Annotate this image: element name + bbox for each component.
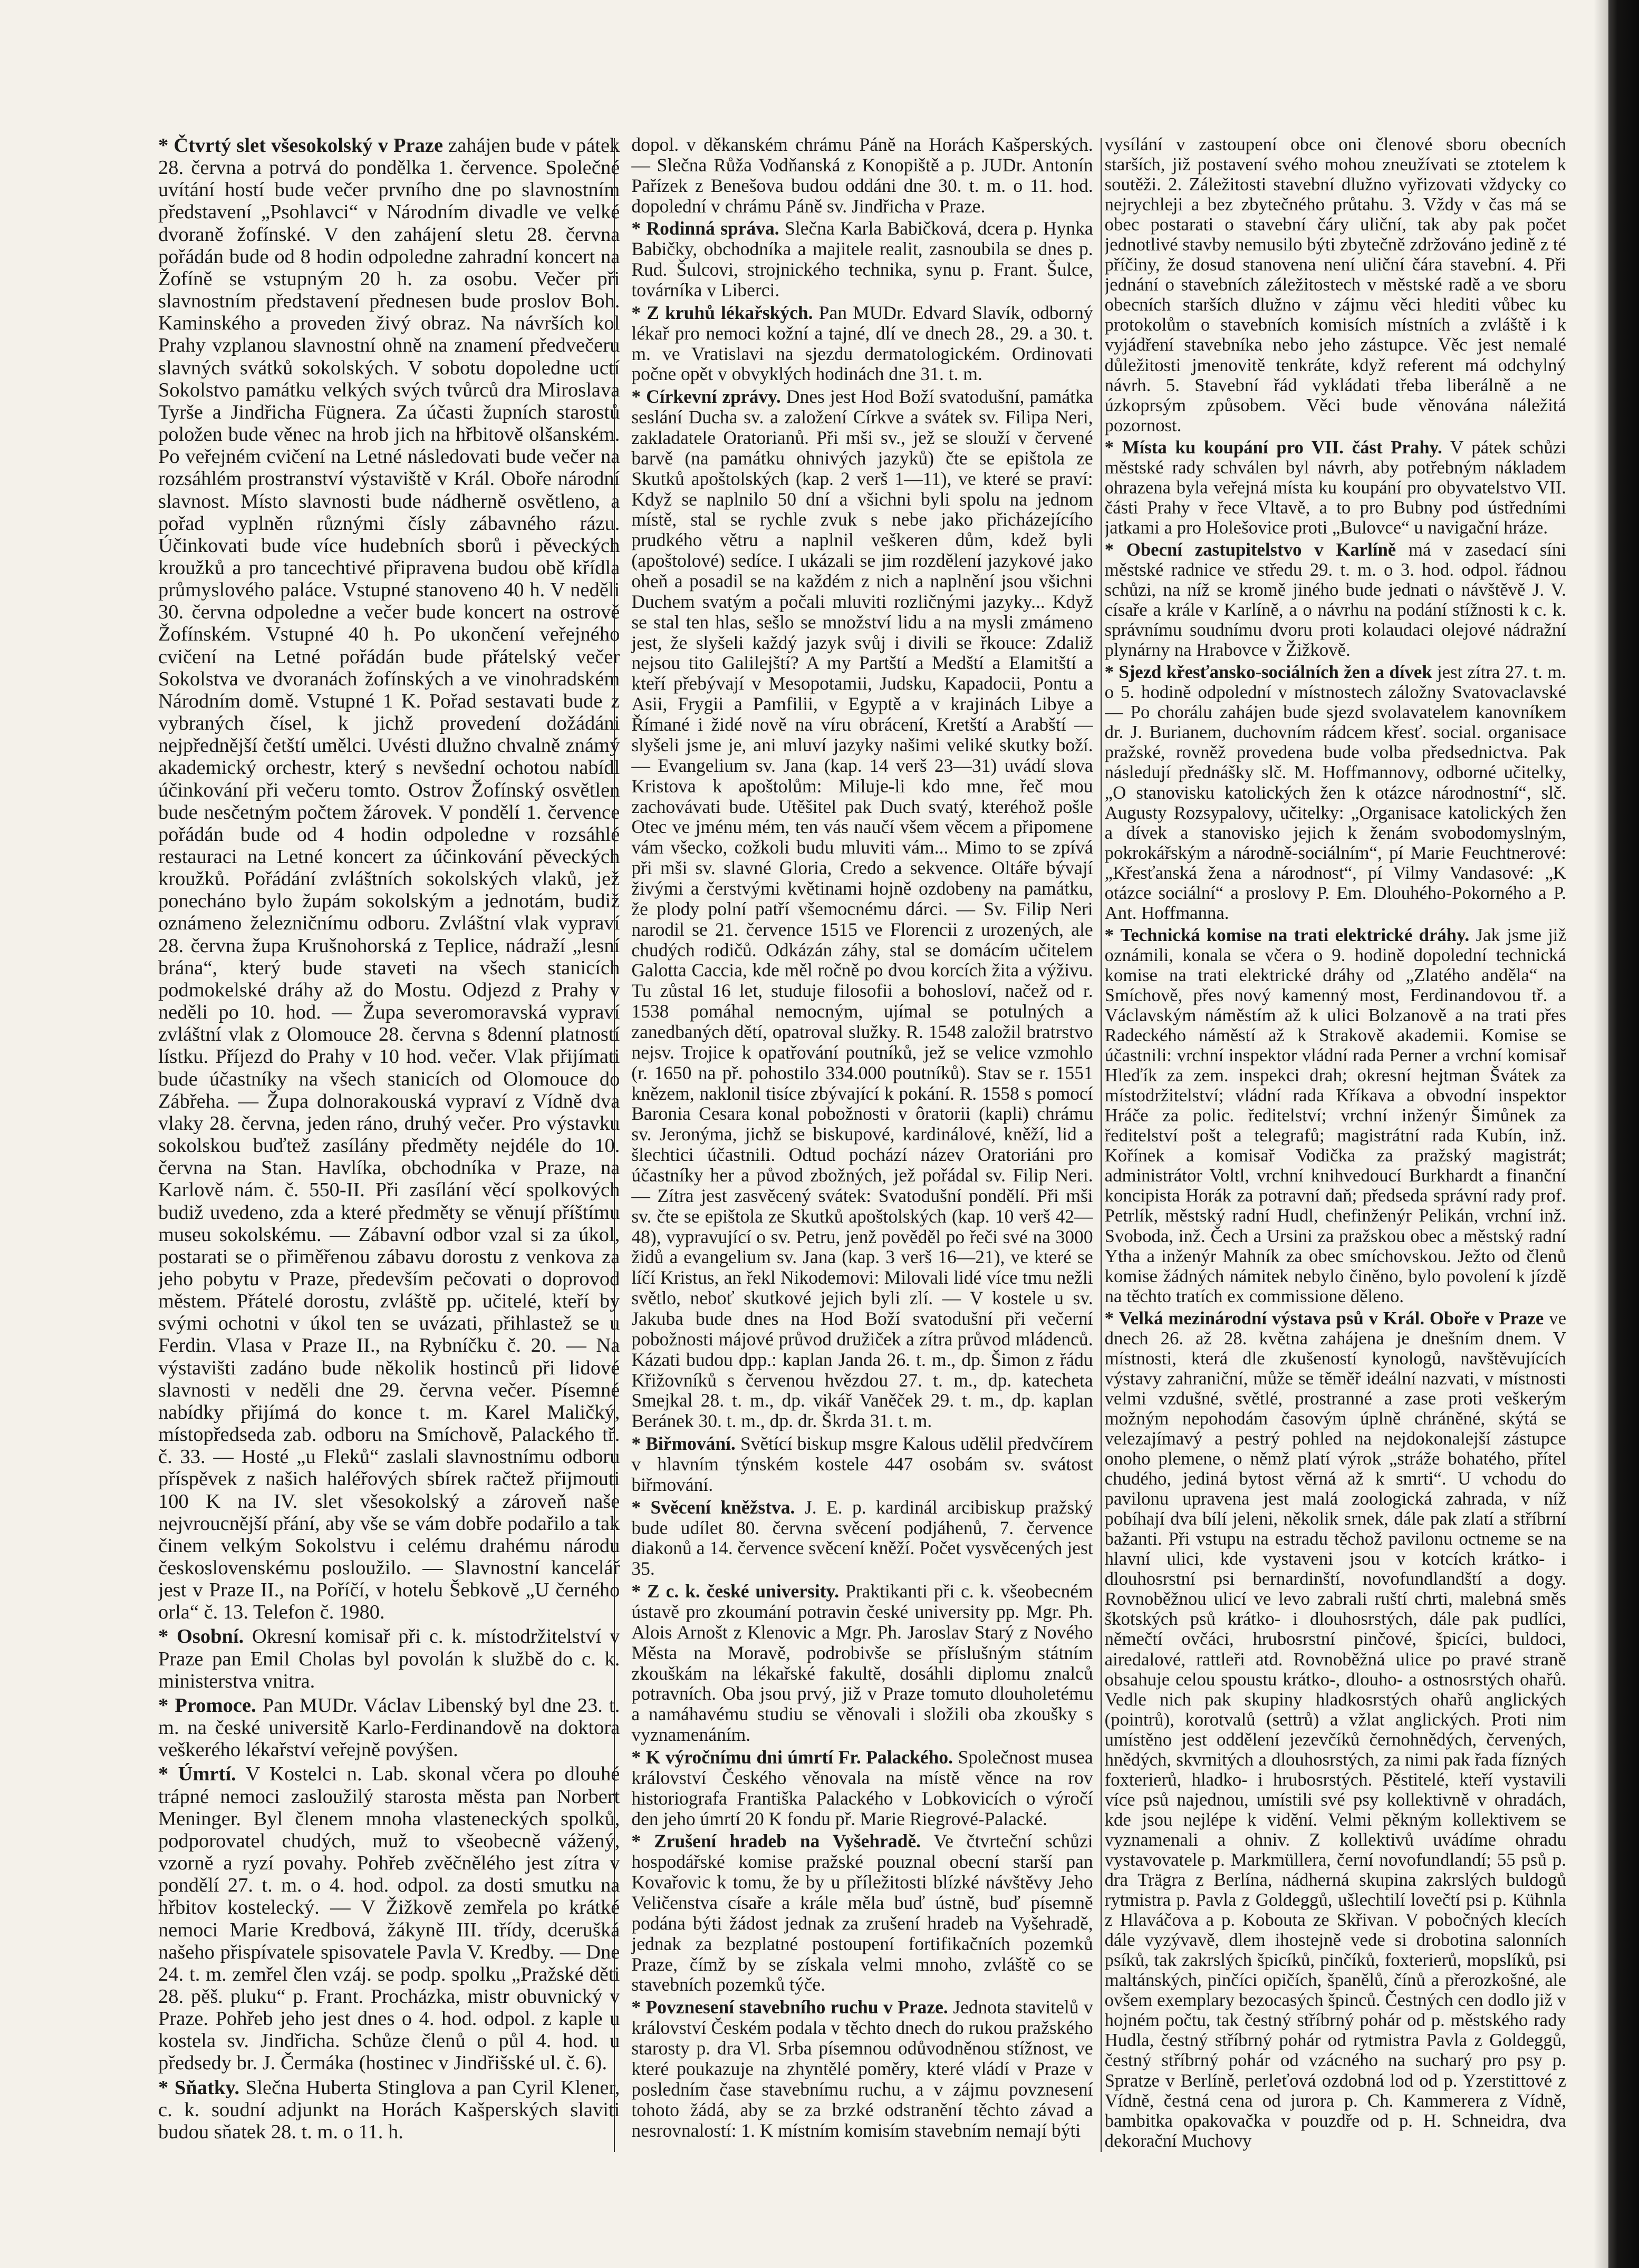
news-item [158,1763,620,2074]
item-headline: Povznesení stavebního ruchu v Praze. [645,1996,948,2018]
item-headline: Církevní zprávy. [646,386,781,408]
item-bullet: * [631,1830,641,1852]
item-bullet: * [1104,662,1114,683]
scan-frame [1608,0,1639,2268]
item-text: Společnost musea království Českého věnovala na místě věnce na rov historiografa Františka Palackého v Lobkovicích o výročí den jeho úmrtí 20 K fondu př. Marie Riegrové-Palacké. [631,1747,1093,1829]
item-text: Slečna Karla Babičková, dcera p. Hynka Babičky, obchodníka a majitele realit, zasnoubila se dnes p. Rud. Šulcovi, strojnického technika, synu p. Frant. Šulce, továrníka v Liberci. [631,218,1093,301]
news-item [158,2077,620,2143]
column-middle [631,134,1093,2154]
item-bullet: * [158,134,169,157]
news-item [158,1625,620,1692]
item-headline: Promoce. [175,1694,256,1717]
item-bullet: * [631,386,641,408]
item-text: Ve čtvrteční schůzi hospodářské komise pražské pouznal obecní starší pan Kovařovic k tomu, že by u příležitosti blízké návštěvy Jeho Veličenstva císaře a krále měla buď ústně, buď písemně podána býti žádost jednak za zrušení hradeb na Vyšehradě, jednak za bezplatné postoupení fortifikačních pozemků Praze, čímž by se získala velmi mnoho, zvláště co se stavebních pozemků týče. [631,1830,1093,1995]
item-text: Slečna Huberta Stinglova a pan Cyril Klener, c. k. soudní adjunkt na Horách Kašperských slaviti budou sňatek 28. t. m. o 11. h. [158,2076,620,2143]
item-headline: Technická komise na trati elektrické dráhy. [1120,924,1470,945]
news-item [158,134,620,1623]
item-text: V Kostelci n. Lab. skonal včera po dlouhé trápné nemoci zasloužilý starosta města pan Norbert Meninger. Byl členem mnoha vlasteneckých spolků, podporovatel chudých, muž to všeobecně vážený, vzorně a ryzí povahy. Pohřeb zvěčnělého jest zítra v pondělí 27. t. m. o 4. hod. odpol. za dosti smutku na hřbitov kostelecký. — V Žižkově zemřela po krátké nemoci Marie Kredbová, žákyně III. třídy, dcerušká našeho přispívatele spisovatele Pavla V. Kredby. — Dne 24. t. m. zemřel člen vzáj. se podp. spolku „Pražské děti 28. pěš. pluku“ p. Frant. Procházka, mistr obuvnický v Praze. Pohřeb jeho jest dnes o 4. hod. odpol. z kaple u kostela sv. Jindřicha. Schůze členů o půl 4. hod. u předsedy br. J. Čermáka (hostinec v Jindřišské ul. č. 6). [158,1763,620,2075]
item-text: Světící biskup msgre Kalous udělil předvčírem v hlavním týnském kostele 447 osobám sv. svátost biřmování. [631,1433,1093,1495]
item-bullet: * [1104,437,1114,458]
item-bullet: * [631,1496,641,1518]
item-headline: Osobní. [176,1625,244,1648]
news-item [1105,662,1566,923]
item-headline: Sňatky. [175,2076,240,2099]
item-text: Dnes jest Hod Boží svatodušní, památka seslání Ducha sv. a založení Církve a svátek sv. Filipa Neri, zakladatele Oratorianů. Při mši sv., jež se slouží v červené barvě (na památku ohnivých jazyků) čte se epištola ze Skutků apoštolských (kap. 2 verš 1—11), ve které se praví: Když se naplnilo 50 dní a všichni byli spolu na jednom místě, stal se rychle zvuk s nebe jako přicházejícího prudkého větru a naplnil veškeren dům, kdež byli (apoštolové) sedíce. I ukázali se jim rozdělení jazykové jako oheň a posadil se na každém z nich a naplnění jsou všichni Duchem svatým a počali mluviti rozličnými jazyky... Když se stal ten hlas, sešlo se množství lidu a na mysli zmámeno jest, že slyšeli každý jazyk svůj i divili se řkouce: Zdaliž nejsou tito Galilejští? A my Partští a Medští a Elamitští a kteří přebývají v Mesopotamii, Judsku, Kapadocii, Pontu a Asii, Frygii a Pamfilii, v Egyptě a v krajinách Libye a Římané i židé nově na víru obrácení, Kretští a Arabští — slyšeli jsme je, ani mluví jazyky našimi veliké skutky boží. — Evangelium sv. Jana (kap. 14 verš 23—31) uvádí slova Kristova k apoštolům: Miluje-li kdo mne, řeč mou zachovávati bude. Utěšitel pak Duch svatý, kteréhož pošle Otec ve jménu mém, ten vás naučí všem věcem a připomene vám všecko, cožkoli budu mluviti vám... Mimo to se zpívá při mši sv. slavné Gloria, Credo a sekvence. Oltáře bývají živými a čerstvými květinami hojně ozdobeny na památku, že plody polní patří všemocnému dárci. — Sv. Filip Neri narodil se 21. července 1515 ve Florencii z urozených, ale chudých rodičů. Odkázán záhy, stal se domácím učitelem Galotta Caccia, kde měl ročně po dvou korcích žita a výživu. Tu zůstal 16 let, studuje filosofii a bohosloví, načež od r. 1538 pomáhal nemocným, ujímal se potulných a zanedbaných dětí, opatroval služky. R. 1548 založil bratrstvo nejsv. Trojice k opatřování poutníků, jež se velice vzmohlo (r. 1650 na př. pohostilo 334.000 poutníků). Stav se r. 1551 knězem, naklonil tisíce zbývající k pokání. R. 1558 s pomocí Baronia Cesara konal pobožnosti v ôratorii (kapli) chrámu sv. Jeronýma, jichž se biskupové, kardinálové, kněží, lid a šlechtici účastnili. Odtud pochází název Oratoriáni pro účastníky her a původ zbožných, jež pořádal sv. Filip Neri. — Zítra jest zasvěcený svátek: Svatodušní pondělí. Při mši sv. čte se epištola ze Skutků apoštolských (kap. 10 verš 42—48), vypravující o sv. Petru, jenž pověděl po řeči své na 3000 židů a evangelium sv. Jana (kap. 3 verš 16—21), ve které se líčí Kristus, an řekl Nikodemovi: Milovali lidé více tmu nežli světlo, neboť skutkové jejich byli zlí. — V kostele u sv. Jakuba bude dnes na Hod Boží svatodušní při večerní pobožnosti májové průvod družiček a zítra průvod mládenců. Kázati budou dpp.: kaplan Janda 26. t. m., dp. Šimon z řádu Křižovníků s červenou hvězdou 27. t. m., dp. katecheta Smejkal 28. t. m., dp. vikář Vaněček 29. t. m., dp. kaplan Beránek 30. t. m., dp. dr. Škrda 31. t. m. [631,386,1093,1432]
item-headline: Z kruhů lékařských. [647,302,813,323]
item-headline: Biřmování. [645,1433,736,1455]
news-item [631,1997,1093,2140]
item-bullet: * [1104,924,1114,945]
item-bullet: * [631,1433,641,1455]
item-headline: Sjezd křesťansko-sociálních žen a dívek [1119,662,1432,683]
item-bullet: * [158,2076,169,2099]
item-bullet: * [631,218,641,239]
news-item [631,1581,1093,1745]
news-item [1105,925,1566,1306]
news-item [631,1831,1093,1995]
item-bullet: * [1104,539,1114,560]
item-bullet: * [1104,1307,1114,1329]
item-headline: Obecní zastupitelstvo v Karlíně [1126,539,1396,560]
item-headline: Místa ku koupání pro VII. část Prahy. [1122,437,1442,458]
news-item [631,1433,1093,1495]
news-item [1105,1309,1566,2151]
item-headline: Svěcení kněžstva. [650,1496,795,1518]
news-item [158,1694,620,1761]
news-item [631,303,1093,384]
item-bullet: * [158,1763,169,1786]
column-right [1105,134,1566,2154]
column-left [158,134,620,2154]
item-headline: Z c. k. české university. [647,1581,840,1602]
item-bullet: * [158,1694,169,1717]
item-text: Pan MUDr. Václav Libenský byl dne 23. t. m. na české universitě Karlo-Ferdinandově na doktora veškerého lékařství veřejně povýšen. [158,1694,620,1761]
scan-shadow [1594,0,1608,2268]
item-bullet: * [631,1996,641,2018]
item-text: Jednota stavitelů v království Českém podala v těchto dnech do rukou pražského starosty p. dra Vl. Srba písemnou odůvodněnou stížnost, ve které poukazuje na zhyntělé poměry, které vládí v Praze v posledním čase stavebnímu ruchu, a v zájmu povznesení tohoto žádá, aby se za brzké odstranění těchto závad a nesrovnalostí: 1. K místním komisím stavebním nemají býti [631,1996,1093,2141]
item-text: Okresní komisař při c. k. místodržitelství v Praze pan Emil Cholas byl povolán k službě do c. k. ministerstva vnitra. [158,1625,620,1692]
news-item [1105,438,1566,538]
item-bullet: * [631,1747,641,1768]
item-bullet: * [631,302,641,323]
news-item [631,134,1093,216]
news-item [631,1747,1093,1829]
item-text: Praktikanti při c. k. všeobecném ústavě pro zkoumání potravin české university pp. Mgr. Ph. Alois Arnošt z Klenovic a Mgr. Ph. Jaroslav Starý z Nového Města na Moravě, podrobivše se příslušným státním zkouškám na lékařské fakultě, dosáhli diplomu znalců potravních. Oba jsou prvý, již v Praze tomuto dlouholetému a namáhavému studiu se věnovali i složili oba zkoušky s vyznamenáním. [631,1581,1093,1746]
item-headline: Velká mezinárodní výstava psů v Král. Oboře v Praze [1119,1307,1544,1329]
item-headline: Rodinná správa. [646,218,779,239]
item-text: Pan MUDr. Edvard Slavík, odborný lékař pro nemoci kožní a tajné, dlí ve dnech 28., 29. a 30. t. m. ve Vratislavi na sjezdu dermatologickém. Ordinovati počne opět v obvyklých hodinách dne 31. t. m. [631,302,1093,385]
news-item [1105,540,1566,660]
news-item [631,218,1093,300]
item-headline: Zrušení hradeb na Vyšehradě. [654,1830,921,1852]
item-text: ve dnech 26. až 28. května zahájena je dnešním dnem. V místnosti, která dle zkušeností kynologů, navštěvujících výstavy zahraniční, může se těměř ideální nazvati, v místnosti velmi vzdušné, světlé, prostranné a zase proti veškerým možným nepohodám časovým úplně chráněné, skýtá se velezajímavý a pestrý pohled na nejdokonalejší zástupce onoho plemene, o němž platí výrok „stráže bohatého, přítel chudého, jediná bytost věrná až k smrti“. U vchodu do pavilonu upravena jest malá zoologická zahrada, v níž pobíhají dva bílí jeleni, několik srnek, dále pak zlatí a stříbrní bažanti. Při vstupu na estradu těchož pavilonu octneme se na hlavní ulici, kde vystaveni jsou v kotcích krátko- i dlouhosrstní psi bernardinští, novofundlandští a dogy. Rovnoběžnou ulicí ve levo zabrali ruští chrti, malebná směs škotských psů krátko- i dlouhosrstých, dále pak pudlíci, němečtí ovčáci, hrubosrstní pinčové, špicíci, buldoci, airedalové, rattleři atd. Rovnoběžná ulice po pravé straně obsahuje celou spoustu krátko-, dlouho- a ostnosrstých ohařů. Vedle nich pak skupiny hladkosrstých ohařů anglických (pointrů), korotvalů (settrů) a vžlat anglických. Proti nim umístěno jest oddělení jezevčíků černohnědých, červených, hnědých, skvrnitých a dlouhosrstých, za nimi pak řada fízných foxterierů, hladko- i hrubosrstých. Pěstitelé, kteří vystavili více psů najednou, umístili své psy kollektivně v ohradách, kde jsou nejlépe k vidění. Velmi pěkným kollektivem se vyznamenali a ohniv. Z kollektivů uvádíme ohradu vystavovatele p. Markmüllera, černí novofundlandí; 55 psů p. dra Trägra z Berlína, nádherná skupina zakrslých buldogů rytmistra p. Pavla z Goldeggů, ušlechtilí lovečtí psi p. Kühnla z Hlaváčova a p. Kobouta ze Skřivan. V pobočných klecích dále vyzývavě, dlem ihostejně vede si drobotina salonních psíků, tak zakrslých špicíků, pinčíků, foxterierů, mopslíků, psi maltánských, pinčíci opičích, španělů, čínů a přerozkošné, ale ovšem exemplary bezocasých špinců. Čestných cen dodlo již v hojném počtu, tak čestný stříbrný pohár od p. městského rady Hudla, čestný stříbrný pohár od rytmistra Pavla z Goldeggů, čestný stříbrný pohár od vzácného na sucharý pro psy p. Spratze v Berlíně, perleťová ozdobná lod od p. Yzerstittové z Vídně, čestná cena od jurora p. Ch. Kammerera z Vídně, bambitka opakovačka v pouzdře od p. H. Schneidra, dva dekorační Muchovy [1104,1307,1566,2151]
item-text: V pátek schůzi městské rady schválen byl návrh, aby potřebným nákladem ohrazena byla veřejná místa ku koupání pro obyvatelstvo VII. části Prahy v řece Vltavě, a to pro Bubny pod ústředními jatkami a pro Holešovice proti „Bulovce“ u navigační hráze. [1104,437,1566,538]
item-headline: Čtvrtý slet všesokolský v Praze [173,134,444,157]
item-text: dopol. v děkanském chrámu Páně na Horách Kašperských. — Slečna Růža Vodňanská z Konopiště a p. JUDr. Antonín Pařízek z Benešova budou oddáni dne 30. t. m. o 11. hod. dopolední v chrámu Páně sv. Jindřicha v Praze. [631,134,1093,217]
news-item [1105,134,1566,435]
item-text: J. E. p. kardinál arcibiskup pražský bude udílet 80. června svěcení podjáhenů, 7. července diakonů a 14. července svěcení kněží. Počet vysvěcených jest 35. [631,1496,1093,1579]
item-headline: K výročnímu dni úmrtí Fr. Palackého. [645,1747,953,1768]
item-bullet: * [631,1581,641,1602]
item-text: zahájen bude v pátek 28. června a potrvá do pondělka 1. července. Společné uvítání hostí bude večer prvního dne po slavnostním představení „Psohlavci“ v Národním divadle ve velké dvoraně žofínské. V den zahájení sletu 28. června pořádán bude od 8 hodin odpoledne zahradní koncert na Žofíně se vstupným 20 h. za osobu. Večer při slavnostním představení přednesen bude proslov Boh. Kaminského a proveden živý obraz. Na návrších kol Prahy vzplanou slavnostní ohně na znamení předvečeru slavných svátků sokolských. V sobotu dopoledne uctí Sokolstvo památku velkých svých tvůrců dra Miroslava Tyrše a Jindřicha Fügnera. Za účasti župních starostů položen bude věnec na hrob jich na hřbitově olšanském. Po veřejném cvičení na Letné následovati bude večer na rozsáhlém prostranství výstaviště v Král. Oboře národní slavnost. Místo slavnosti bude nádherně osvětleno, a pořad vyplněn různými čísly zábavného rázu. Účinkovati bude více hudebních sborů i pěveckých kroužků a pro tancechtivé připravena budou obě křídla průmyslového paláce. Vstupné stanoveno 40 h. V neděli 30. června odpoledne a večer bude koncert na ostrově Žofínském. Vstupné 40 h. Po ukončení veřejného cvičení na Letné pořádán bude přátelský večer Sokolstva ve dvoranách žofínských a ve vinohradském Národním domě. Vstupné 1 K. Pořad sestavati bude z vybraných čísel, k jichž provedení dožádáni nejpřednější četští umělci. Uvésti dlužno chvalně známý akademický orchestr, který s nevšední ochotou nabídl účinkování při večeru tomto. Ostrov Žofínský osvětlen bude nesčetným počtem žárovek. V pondělí 1. července pořádán bude od 4 hodin odpoledne v rozsáhlé restauraci na Letné koncert za účinkování pěveckých kroužků. Pořádání zvláštních sokolských vlaků, jež ponecháno bylo župám sokolským a jednotám, budiž oznámeno železničnímu odboru. Zvláštní vlak vypraví 28. června župa Krušnohorská z Teplice, nádraží „lesní brána“, který bude staveti na všech stanicích podmokelské dráhy až do Mostu. Odjezd z Prahy v neděli po 10. hod. — Župa severomoravská vypraví zvláštní vlak z Olomouce 28. června s 8denní platností lístku. Příjezd do Prahy v 10 hod. večer. Vlak přijímati bude účastníky na všech stanicích od Olomouce do Zábřeha. — Župa dolnorakouská vypraví z Vídně dva vlaky 28. června, jeden ráno, druhý večer. Pro výstavku sokolskou buďtež zasílány předměty nejdéle do 10. června na Stan. Havlíka, obchodníka v Praze, na Karlově nám. č. 550-II. Při zasílání věcí spolkových budiž uvedeno, zda a které předměty se věnují příštímu museu sokolskému. — Zábavní odbor vzal si za úkol, postarati se o přiměřenou zábavu dorostu z venkova za jeho pobytu v Praze, především pečovati o doprovod městem. Přátelé dorostu, zvláště pp. učitelé, kteří by svými ochotni v úkol ten se uvázati, přihlastež se u Ferdin. Vlasa v Praze II., na Rybníčku č. 20. — Na výstavišti zadáno bude několik hostinců při lidové slavnosti v neděli dne 29. června večer. Písemné nabídky přijímá do konce t. m. Karel Maličký, místopředseda zab. odboru na Smíchově, Palackého tř. č. 33. — Hosté „u Fleků“ zaslali slavnostnímu odboru příspěvek z našich haléřových sbírek račtež přijmouti 100 K na IV. slet všesokolský a zároveň naše nejvroucnější přání, aby vše se vám dobře podařilo a tak činem velkým Sokolstvu i celému drahému národu československému posloužilo. — Slavnostní kancelář jest v Praze II., na Poříčí, v hotelu Šebkově „U černého orla“ č. 13. Telefon č. 1980. [158,134,620,1624]
newspaper-page [158,134,1566,2154]
item-text: jest zítra 27. t. m. o 5. hodině odpolední v místnostech záložny Svatovaclavské — Po chorálu zahájen bude sjezd svolavatelem kanovníkem dr. J. Burianem, duchovním rádcem křesť. social. organisace pražské, rovněž provedena bude volba předsednictva. Pak následují přednášky slč. M. Hoffmannovy, odborné učitelky, „O stanovisku katolických žen k otázce národnostní“, slč. Augusty Rozsypalovy, učitelky: „Organisace katolických žen a dívek a stanovisko jejich k ženám svobodomyslným, pokrokářským a národně-sociálním“, pí Marie Feuchtnerové: „Křesťanská žena a národnost“, pí Vilmy Vandasové: „K otázce sociální“ a proslovy P. Em. Dlouhého-Pokorného a P. Ant. Hoffmanna. [1104,662,1566,923]
news-item [631,386,1093,1431]
item-text: Jak jsme již oznámili, konala se včera o 9. hodině dopolední technická komise na trati elektrické dráhy od „Zlatého anděla“ na Smíchově, přes nový kamenný most, Ferdinandovou tř. a Václavským náměstím až k ulici Bolzanově a na trati přes Radeckého náměstí až k Strakově akademii. Komise se účastnili: vrchní inspektor vládní rada Perner a vrchní komisař Hleďík za zem. inspekci drah; okresní hejtman Švátek za místodržitelství; vládní rada Kříkava a obvodní inspektor Hráče za polic. ředitelství; vrchní inženýr Šimůnek za ředitelství pošt a telegrafů; magistrátní rada Kubín, inž. Kořínek a komisař Vodička za pražský magistrát; administrátor Voltl, vrchní knihvedoucí Burkhardt a finanční koncipista Horák za potravní daň; předseda správní rady prof. Petrlík, městský radní Hudl, chefinženýr Pelikán, vrchní inž. Svoboda, inž. Čech a Ursini za pražskou obec a městský radní Ytha a inženýr Mahník za obec smíchovskou. Ježto od členů komise žádných námitek nebylo činěno, bylo povolení k jízdě na těchto tratích ex commissione děleno. [1104,924,1566,1306]
news-item [631,1497,1093,1579]
item-text: má v zasedací síni městské radnice ve středu 29. t. m. o 3. hod. odpol. řádnou schůzi, na níž se kromě jiného bude jednati o návštěvě J. V. císaře a krále v Karlíně, a o návrhu na podání stížnosti k c. k. správnímu soudnímu dvoru proti kolaudaci olejové nádražní plynárny na Hrabovce v Žižkově. [1104,539,1566,661]
item-bullet: * [158,1625,169,1648]
item-headline: Úmrtí. [178,1763,236,1786]
item-text: vysílání v zastoupení obce oni členové sboru obecních starších, již postavení svého mohou zneužívati se ztotelem k soutěži. 2. Záležitosti stavební dlužno vyřizovati vždycky co nejrychleji a bez zbytečného průtahu. 3. Vždy v čas má se obec postarati o stavební čáry uliční, tak aby pak počet jednotlivé stavby nemusilo býti zbytečně zdržováno jedině z té příčiny, že dosud stanovena není uliční čára stavební. 4. Při jednání o stavebních záležitostech v městské radě a ve sboru obecních starších dlužno v zájmu věci hlediti vůbec ku protokolům o stavebních komisích místních a zvláště i k vyjádření stavebníka nebo jeho zástupce. Věc jest nemalé důležitosti jmenovitě tenkráte, když referent má odchylný návrh. 5. Stavební řád vykládati třeba liberálně a ne úzkoprsým způsobem. Věci bude věnována náležitá pozornost. [1104,134,1566,435]
